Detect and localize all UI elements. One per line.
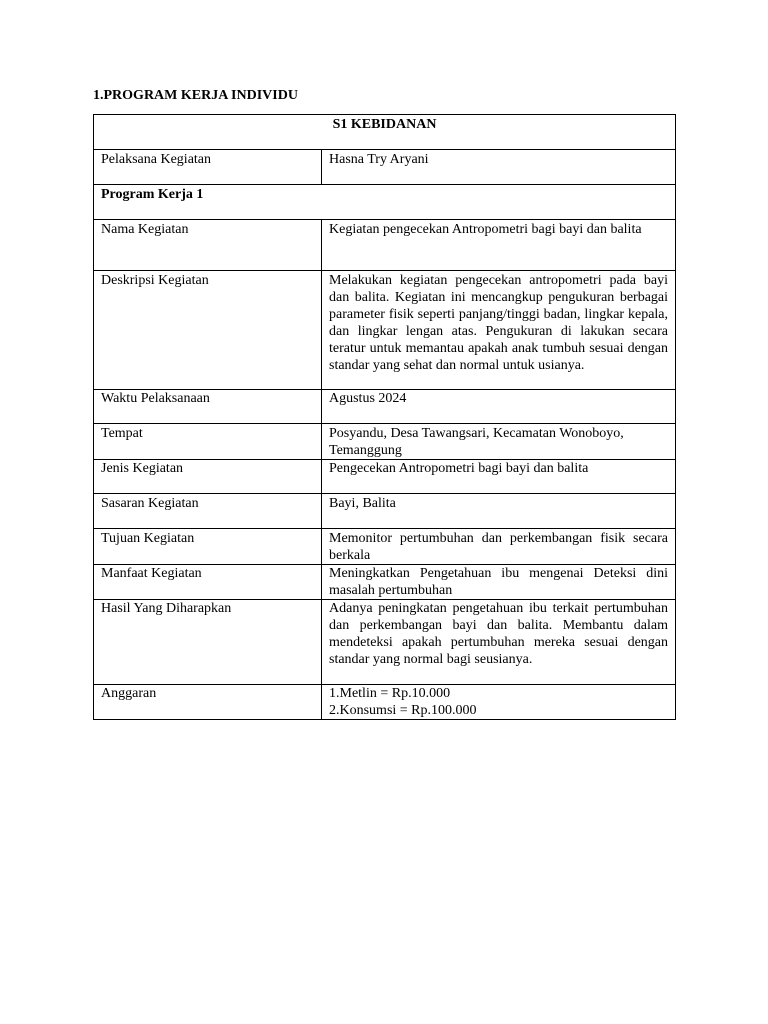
row-label: Tujuan Kegiatan [94,529,322,565]
table-row [94,390,676,424]
table-row [94,600,676,685]
row-label: Jenis Kegiatan [94,460,322,494]
table-row [94,150,676,185]
row-value: Bayi, Balita [322,494,676,529]
row-value: Kegiatan pengecekan Antropometri bagi bayi dan balita [322,220,676,271]
row-label: Nama Kegiatan [94,220,322,271]
row-value: Melakukan kegiatan pengecekan antropometri pada bayi dan balita. Kegiatan ini mencangkup pengukuran berbagai parameter fisik seperti panjang/tinggi badan, lingkar kepala, dan lingkar lengan atas. Pengukuran di lakukan secara teratur untuk memantau apakah anak tumbuh sesuai dengan standar yang sehat dan normal untuk usianya. [322,271,676,390]
anggaran-value [322,685,676,720]
anggaran-item: 1.Metlin = Rp.10.000 [329,686,451,701]
program-table [93,114,676,720]
program-title-row [94,185,676,220]
row-value: Adanya peningkatan pengetahuan ibu terkait pertumbuhan dan perkembangan bayi dan balita. Membantu dalam mendeteksi apakah pertumbuhan mereka sesuai dengan standar yang normal bagi seusianya. [322,600,676,685]
program-title-cell: Program Kerja 1 [94,185,676,220]
row-value: Meningkatkan Pengetahuan ibu mengenai Deteksi dini masalah pertumbuhan [322,565,676,600]
row-label: Sasaran Kegiatan [94,494,322,529]
row-label: Waktu Pelaksanaan [94,390,322,424]
table-row [94,220,676,271]
pelaksana-label: Pelaksana Kegiatan [94,150,322,185]
row-label: Manfaat Kegiatan [94,565,322,600]
table-row [94,271,676,390]
table-header-row [94,115,676,150]
row-label: Tempat [94,424,322,460]
row-value: Memonitor pertumbuhan dan perkembangan fisik secara berkala [322,529,676,565]
row-value: Agustus 2024 [322,390,676,424]
row-value: Posyandu, Desa Tawangsari, Kecamatan Wonoboyo, Temanggung [322,424,676,460]
row-value: Pengecekan Antropometri bagi bayi dan balita [322,460,676,494]
table-header-cell: S1 KEBIDANAN [94,115,676,150]
page-heading: 1.PROGRAM KERJA INDIVIDU [93,88,298,103]
pelaksana-value: Hasna Try Aryani [322,150,676,185]
row-label: Hasil Yang Diharapkan [94,600,322,685]
table-row [94,565,676,600]
row-label: Deskripsi Kegiatan [94,271,322,390]
table-row [94,424,676,460]
table-row [94,529,676,565]
table-row [94,460,676,494]
anggaran-label: Anggaran [94,685,322,720]
anggaran-item: 2.Konsumsi = Rp.100.000 [329,703,477,718]
table-row [94,494,676,529]
table-row [94,685,676,720]
